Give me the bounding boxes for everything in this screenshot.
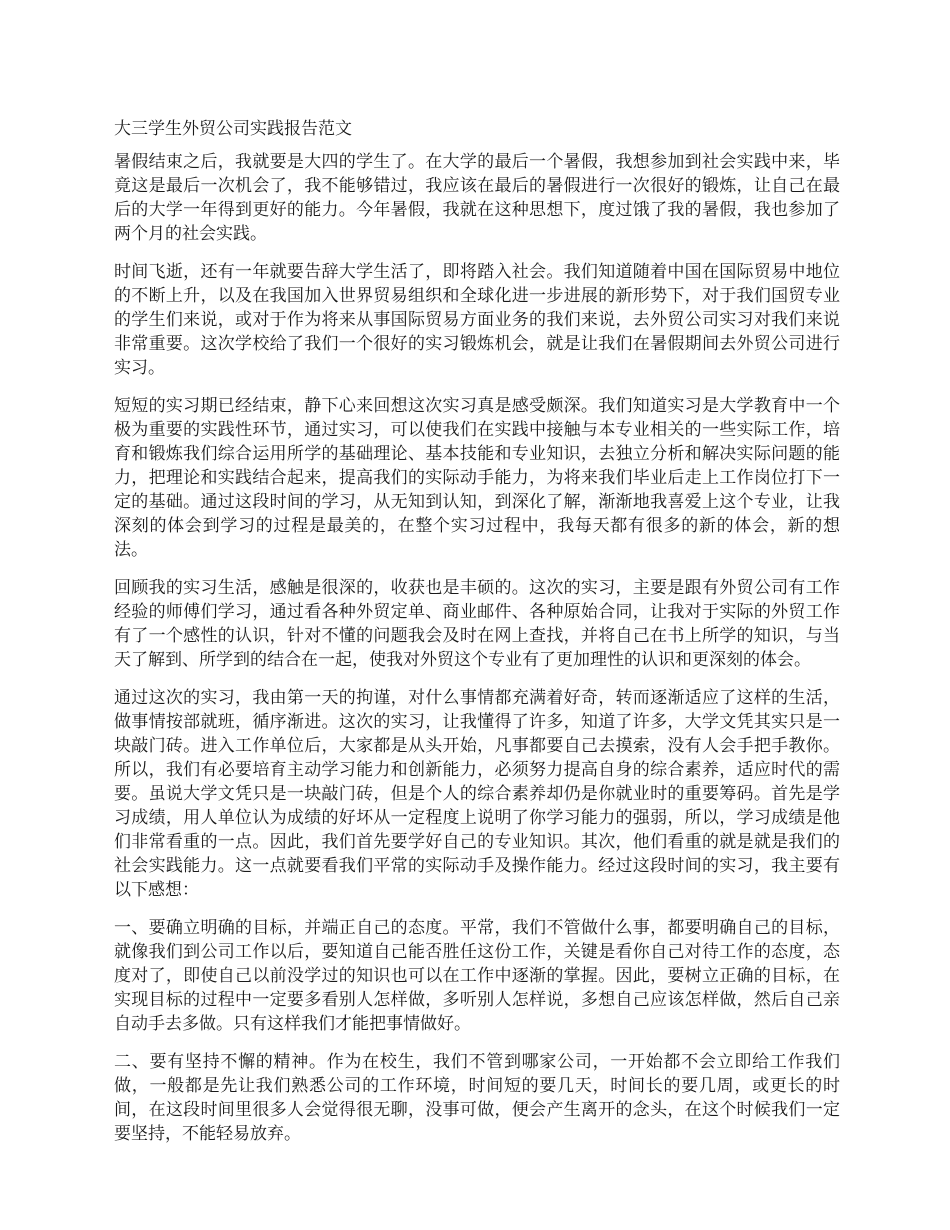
paragraph-6: 一、要确立明确的目标，并端正自己的态度。平常，我们不管做什么事，都要明确自己的目标，就像我们到公司工作以后，要知道自己能否胜任这份工作，关键是看你自己对待工作的态度，态度对了，即使自己以前没学过的知识也可以在工作中逐渐的掌握。因此，要树立正确的目标，在实现目标的过程中一定要多看别人怎样做，多听别人怎样说，多想自己应该怎样做，然后自己亲自动手去多做。只有这样我们才能把事情做好。 (114, 918, 840, 1034)
document-title: 大三学生外贸公司实践报告范文 (114, 119, 352, 139)
paragraph-3: 短短的实习期已经结束，静下心来回想这次实习真是感受颇深。我们知道实习是大学教育中一个极为重要的实践性环节，通过实习，可以使我们在实践中接触与本专业相关的一些实际工作，培育和锻炼我们综合运用所学的基础理论、基本技能和专业知识，去独立分析和解决实际问题的能力，把理论和实践结合起来，提高我们的实际动手能力，为将来我们毕业后走上工作岗位打下一定的基础。通过这段时间的学习，从无知到认知，到深化了解，渐渐地我喜爱上这个专业，让我深刻的体会到学习的过程是最美的，在整个实习过程中，我每天都有很多的新的体会，新的想法。 (114, 396, 840, 560)
paragraph-7: 二、要有坚持不懈的精神。作为在校生，我们不管到哪家公司，一开始都不会立即给工作我们做，一般都是先让我们熟悉公司的工作环境，时间短的要几天，时间长的要几周，或更长的时间，在这段时间里很多人会觉得很无聊，没事可做，便会产生离开的念头，在这个时候我们一定要坚持，不能轻易放弃。 (114, 1052, 840, 1144)
paragraph-1: 暑假结束之后，我就要是大四的学生了。在大学的最后一个暑假，我想参加到社会实践中来，毕竟这是最后一次机会了，我不能够错过，我应该在最后的暑假进行一次很好的锻炼，让自己在最后的大学一年得到更好的能力。今年暑假，我就在这种思想下，度过饿了我的暑假，我也参加了两个月的社会实践。 (114, 152, 840, 244)
paragraph-5: 通过这次的实习，我由第一天的拘谨，对什么事情都充满着好奇，转而逐渐适应了这样的生活，做事情按部就班，循序渐进。这次的实习，让我懂得了许多，知道了许多，大学文凭其实只是一块敲门砖。进入工作单位后，大家都是从头开始，凡事都要自己去摸索，没有人会手把手教你。所以，我们有必要培育主动学习能力和创新能力，必须努力提高自身的综合素养，适应时代的需要。虽说大学文凭只是一块敲门砖，但是个人的综合素养却仍是你就业时的重要筹码。首先是学习成绩，用人单位认为成绩的好坏从一定程度上说明了你学习能力的强弱，所以，学习成绩是他们非常看重的一点。因此，我们首先要学好自己的专业知识。其次，他们看重的就是就是我们的社会实践能力。这一点就要看我们平常的实际动手及操作能力。经过这段时间的实习，我主要有以下感想： (114, 688, 840, 900)
paragraph-4: 回顾我的实习生活，感触是很深的，收获也是丰硕的。这次的实习，主要是跟有外贸公司有工作经验的师傅们学习，通过看各种外贸定单、商业邮件、各种原始合同，让我对于实际的外贸工作有了一个感性的认识，针对不懂的问题我会及时在网上查找，并将自己在书上所学的知识，与当天了解到、所学到的结合在一起，使我对外贸这个专业有了更加理性的认识和更深刻的体会。 (114, 578, 840, 670)
document-page (114, 118, 840, 1160)
paragraph-2: 时间飞逝，还有一年就要告辞大学生活了，即将踏入社会。我们知道随着中国在国际贸易中地位的不断上升，以及在我国加入世界贸易组织和全球化进一步进展的新形势下，对于我们国贸专业的学生们来说，或对于作为将来从事国际贸易方面业务的我们来说，去外贸公司实习对我们来说非常重要。这次学校给了我们一个很好的实习锻炼机会，就是让我们在暑假期间去外贸公司进行实习。 (114, 262, 840, 378)
